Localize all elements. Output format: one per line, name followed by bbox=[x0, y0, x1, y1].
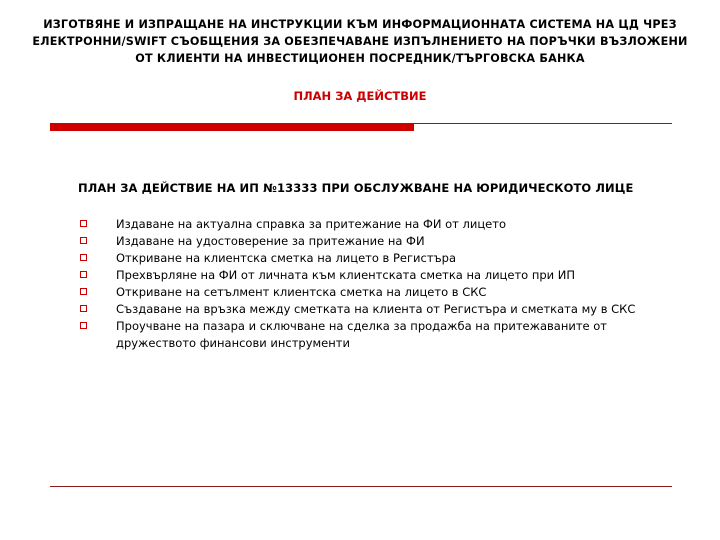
list-item-text: Прехвърляне на ФИ от личната към клиентската сметка на лицето при ИП bbox=[116, 268, 576, 282]
hollow-square-bullet-icon bbox=[80, 322, 87, 329]
list-item bbox=[80, 301, 660, 318]
accent-bar bbox=[50, 123, 414, 131]
slide-subtitle: ПЛАН ЗА ДЕЙСТВИЕ bbox=[293, 89, 427, 103]
slide-title: ИЗГОТВЯНЕ И ИЗПРАЩАНЕ НА ИНСТРУКЦИИ КЪМ ИНФОРМАЦИОННАТА СИСТЕМА НА ЦД ЧРЕЗ ЕЛЕКТРОННИ/SWIFT СЪОБЩЕНИЯ ЗА ОБЕЗПЕЧАВАНЕ ИЗПЪЛНЕНИЕТО НА ПОРЪЧКИ ВЪЗЛОЖЕНИ ОТ КЛИЕНТИ НА ИНВЕСТИЦИОНЕН ПОСРЕДНИК/ТЪРГОВСКА БАНКА bbox=[32, 18, 688, 65]
hollow-square-bullet-icon bbox=[80, 220, 87, 227]
list-item-text: Издаване на актуална справка за притежание на ФИ от лицето bbox=[116, 217, 506, 231]
list-item bbox=[80, 284, 660, 301]
action-list bbox=[80, 216, 660, 352]
top-divider bbox=[414, 123, 672, 124]
hollow-square-bullet-icon bbox=[80, 305, 87, 312]
list-item-text: Откриване на сетълмент клиентска сметка на лицето в СКС bbox=[116, 285, 487, 299]
section-heading: ПЛАН ЗА ДЕЙСТВИЕ НА ИП №13333 ПРИ ОБСЛУЖВАНЕ НА ЮРИДИЧЕСКОТО ЛИЦЕ bbox=[78, 181, 634, 195]
list-item bbox=[80, 267, 660, 284]
list-item bbox=[80, 250, 660, 267]
hollow-square-bullet-icon bbox=[80, 271, 87, 278]
bottom-divider bbox=[50, 486, 672, 487]
list-item-text: Издаване на удостоверение за притежание на ФИ bbox=[116, 234, 425, 248]
hollow-square-bullet-icon bbox=[80, 288, 87, 295]
list-item-text: Откриване на клиентска сметка на лицето в Регистъра bbox=[116, 251, 457, 265]
hollow-square-bullet-icon bbox=[80, 237, 87, 244]
list-item-text: Проучване на пазара и сключване на сделка за продажба на притежаваните от дружеството финансови инструменти bbox=[116, 319, 607, 350]
list-item bbox=[80, 233, 660, 250]
list-item bbox=[80, 216, 660, 233]
list-item bbox=[80, 318, 660, 352]
list-item-text: Създаване на връзка между сметката на клиента от Регистъра и сметката му в СКС bbox=[116, 302, 636, 316]
hollow-square-bullet-icon bbox=[80, 254, 87, 261]
